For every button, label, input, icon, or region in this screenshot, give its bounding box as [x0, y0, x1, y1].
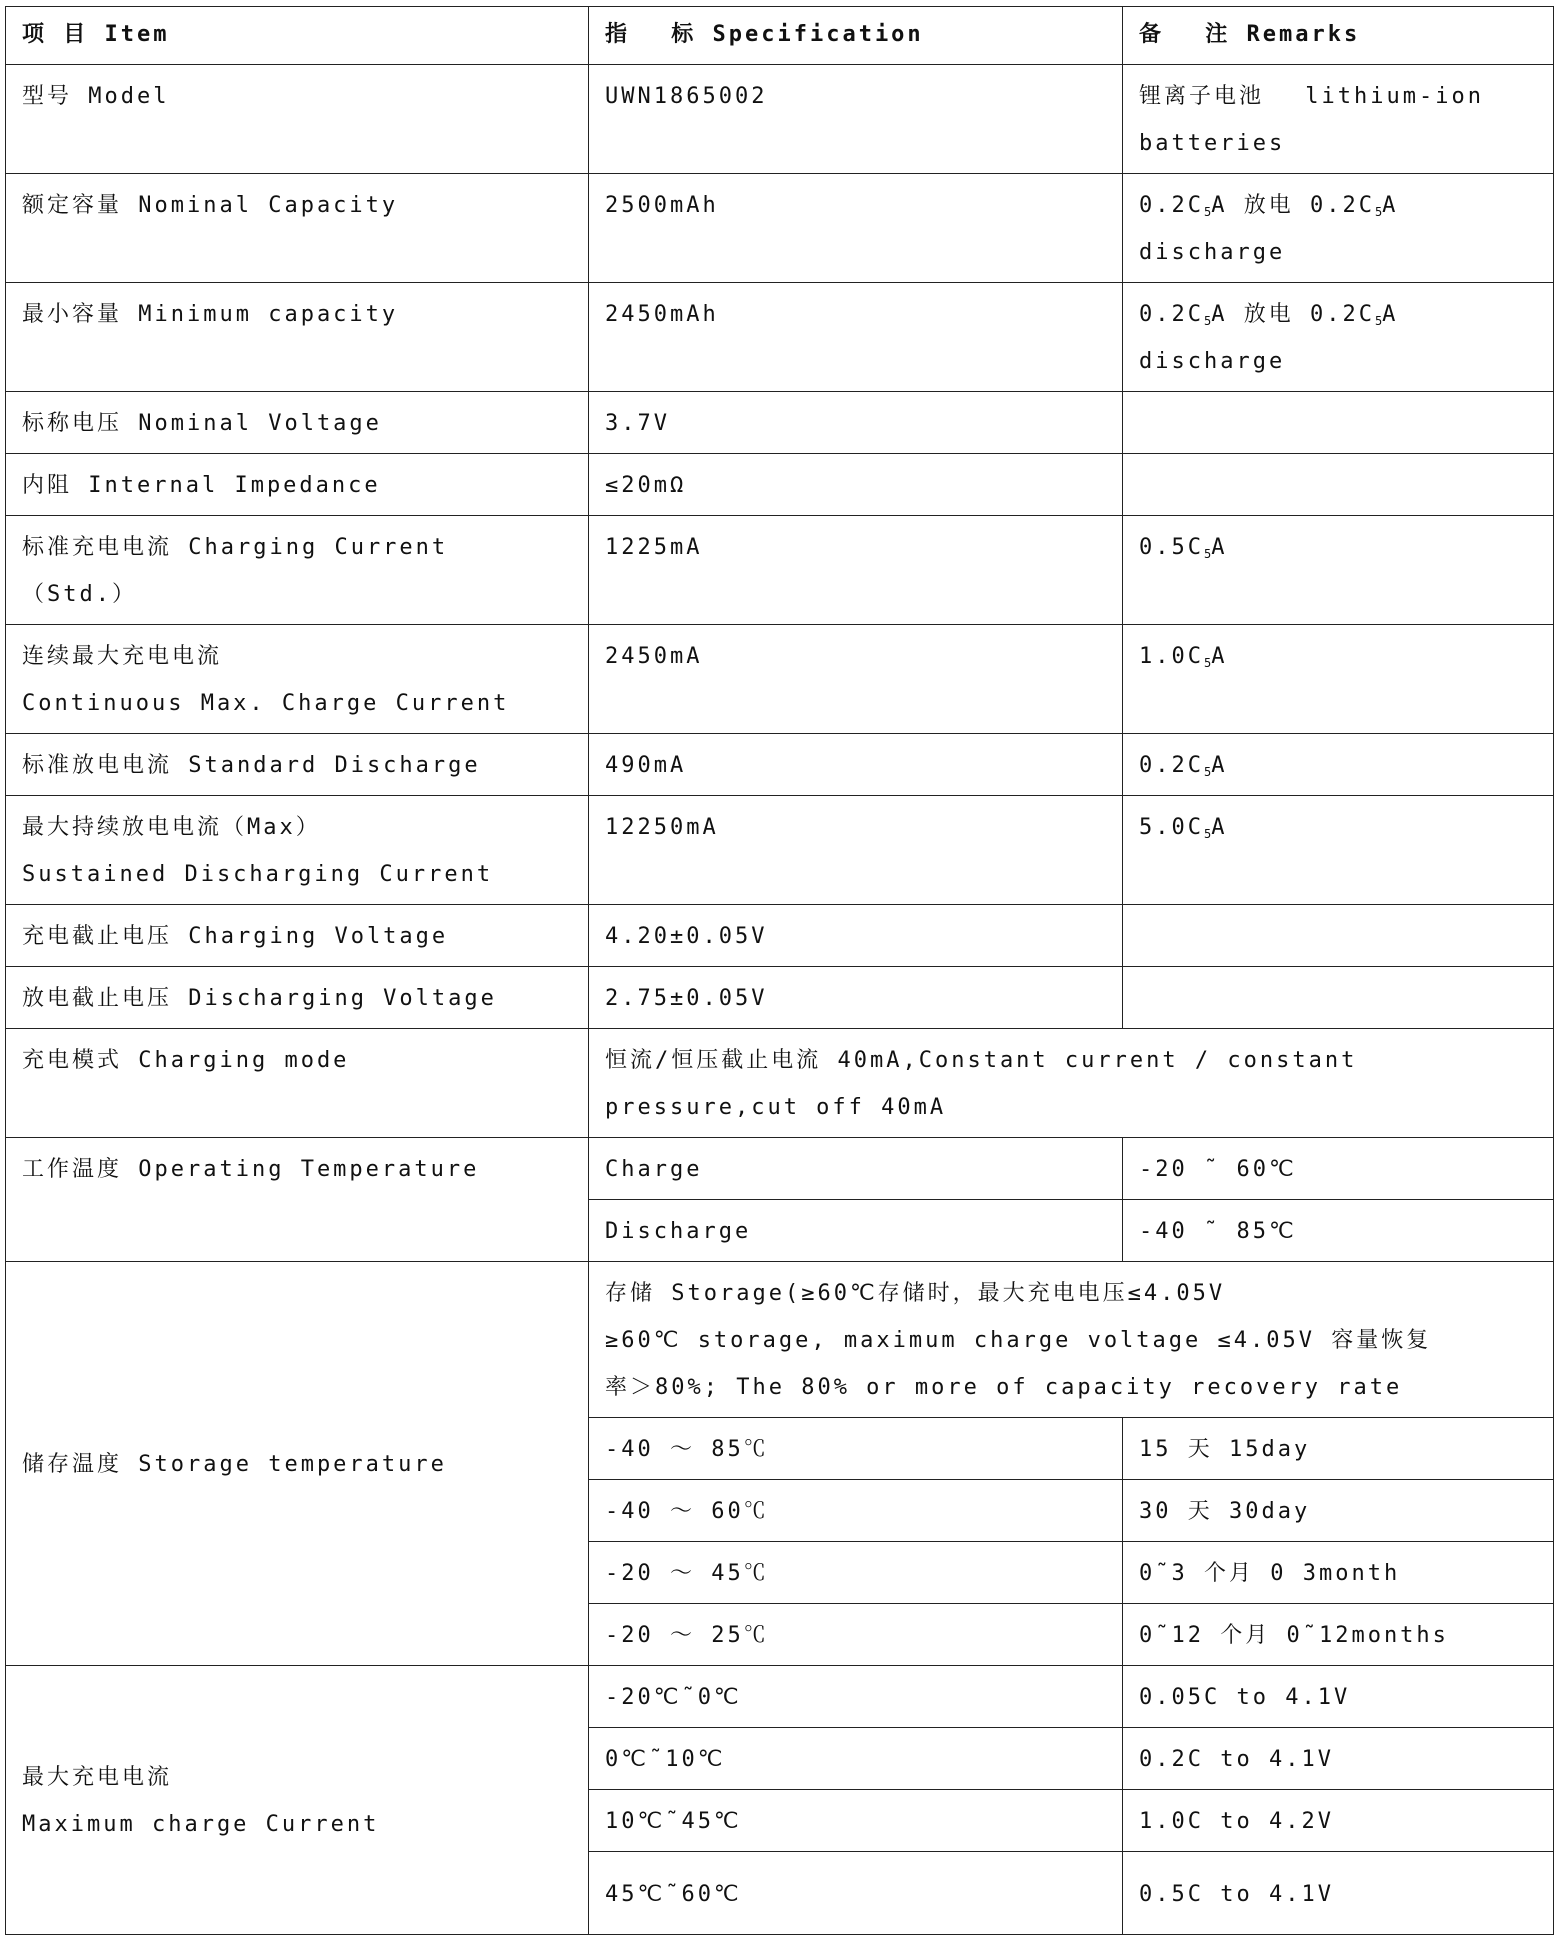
range-cell: -20 ～ 25℃	[589, 1604, 1123, 1666]
table-row	[6, 905, 1554, 967]
item-cell: 储存温度 Storage temperature	[6, 1262, 589, 1666]
remarks-part: A 放电 0.2C	[1211, 193, 1375, 218]
spec-cell: 4.20±0.05V	[589, 905, 1123, 967]
item-line: 连续最大充电电流	[22, 644, 223, 669]
remarks-cell	[1123, 516, 1554, 625]
item-cell: 型号 Model	[6, 65, 589, 174]
subscript: 5	[1203, 547, 1212, 561]
remarks-part: 0.5C	[1139, 535, 1204, 560]
value-cell: 0.05C to 4.1V	[1123, 1666, 1554, 1728]
storage-note-cell	[589, 1262, 1554, 1418]
item-line: 最大持续放电电流（Max）	[22, 815, 321, 840]
spec-cell: 3.7V	[589, 392, 1123, 454]
remarks-cell	[1123, 65, 1554, 174]
range-cell: -20 ˜ 60℃	[1123, 1138, 1554, 1200]
remarks-line: batteries	[1139, 131, 1286, 156]
subscript: 5	[1203, 827, 1212, 841]
remarks-cell	[1123, 174, 1554, 283]
remarks-cell	[1123, 967, 1554, 1029]
spec-cell: ≤20mΩ	[589, 454, 1123, 516]
table-row	[6, 454, 1554, 516]
item-line: （Std.）	[22, 582, 137, 607]
spec-cell	[589, 1029, 1554, 1138]
item-line: 最大充电电流	[22, 1765, 173, 1790]
remarks-cell	[1123, 734, 1554, 796]
remarks-part: 5.0C	[1139, 815, 1204, 840]
range-cell: 45℃˜60℃	[589, 1852, 1123, 1935]
duration-cell: 0˜12 个月 0˜12months	[1123, 1604, 1554, 1666]
spec-cell: 2.75±0.05V	[589, 967, 1123, 1029]
range-cell: 0℃˜10℃	[589, 1728, 1123, 1790]
range-cell: -20 ～ 45℃	[589, 1542, 1123, 1604]
range-cell: -40 ～ 85℃	[589, 1418, 1123, 1480]
item-line: 标准充电电流 Charging Current	[22, 535, 449, 560]
remarks-part: A	[1211, 753, 1228, 778]
duration-cell: 30 天 30day	[1123, 1480, 1554, 1542]
item-cell: 放电截止电压 Discharging Voltage	[6, 967, 589, 1029]
remarks-part: 0.2C	[1139, 753, 1204, 778]
subscript: 5	[1203, 765, 1212, 779]
header-item: 项 目 Item	[6, 7, 589, 65]
item-cell: 标称电压 Nominal Voltage	[6, 392, 589, 454]
table-row	[6, 392, 1554, 454]
item-line: Continuous Max. Charge Current	[22, 691, 510, 716]
item-line: Sustained Discharging Current	[22, 862, 494, 887]
table-row	[6, 625, 1554, 734]
table-row	[6, 174, 1554, 283]
remarks-part: 1.0C	[1139, 644, 1204, 669]
condition-cell: Charge	[589, 1138, 1123, 1200]
remarks-part: 0.2C	[1139, 193, 1204, 218]
duration-cell: 0˜3 个月 0 3month	[1123, 1542, 1554, 1604]
subscript: 5	[1203, 656, 1212, 670]
value-cell: 0.2C to 4.1V	[1123, 1728, 1554, 1790]
note-line: ≥60℃ storage, maximum charge voltage ≤4.05V 容量恢复	[605, 1328, 1432, 1353]
spec-cell: 1225mA	[589, 516, 1123, 625]
remarks-part: A	[1211, 815, 1228, 840]
remarks-cell	[1123, 454, 1554, 516]
spec-cell: UWN1865002	[589, 65, 1123, 174]
item-cell	[6, 1666, 589, 1935]
item-cell	[6, 796, 589, 905]
item-cell	[6, 516, 589, 625]
item-cell: 充电模式 Charging mode	[6, 1029, 589, 1138]
battery-spec-table	[5, 6, 1554, 1935]
table-row	[6, 1666, 1554, 1728]
remarks-part: 0.2C	[1139, 302, 1204, 327]
remarks-cell	[1123, 905, 1554, 967]
range-cell: -20℃˜0℃	[589, 1666, 1123, 1728]
item-cell: 额定容量 Nominal Capacity	[6, 174, 589, 283]
item-line: Maximum charge Current	[22, 1812, 380, 1837]
table-row	[6, 283, 1554, 392]
condition-cell: Discharge	[589, 1200, 1123, 1262]
table-header-row	[6, 7, 1554, 65]
item-cell: 内阻 Internal Impedance	[6, 454, 589, 516]
header-remarks: 备 注 Remarks	[1123, 7, 1554, 65]
remarks-cell	[1123, 283, 1554, 392]
table-row	[6, 796, 1554, 905]
subscript: 5	[1203, 314, 1212, 328]
remarks-cell	[1123, 796, 1554, 905]
remarks-part: A discharge	[1139, 302, 1399, 374]
value-cell: 0.5C to 4.1V	[1123, 1852, 1554, 1935]
remarks-part: A	[1211, 535, 1228, 560]
note-line: 存储 Storage(≥60℃存储时，最大充电电压≤4.05V	[605, 1281, 1226, 1306]
table-row	[6, 1262, 1554, 1418]
remarks-cell	[1123, 392, 1554, 454]
note-line: 率＞80%; The 80% or more of capacity recovery rate	[605, 1375, 1403, 1400]
item-cell	[6, 625, 589, 734]
duration-cell: 15 天 15day	[1123, 1418, 1554, 1480]
item-cell: 工作温度 Operating Temperature	[6, 1138, 589, 1262]
subscript: 5	[1374, 205, 1383, 219]
table-row	[6, 516, 1554, 625]
table-row	[6, 967, 1554, 1029]
header-spec: 指 标 Specification	[589, 7, 1123, 65]
range-cell: -40 ～ 60℃	[589, 1480, 1123, 1542]
item-cell: 标准放电电流 Standard Discharge	[6, 734, 589, 796]
remarks-part: A discharge	[1139, 193, 1399, 265]
remarks-cell	[1123, 625, 1554, 734]
spec-cell: 2450mAh	[589, 283, 1123, 392]
remarks-part: A 放电 0.2C	[1211, 302, 1375, 327]
range-cell: 10℃˜45℃	[589, 1790, 1123, 1852]
item-cell: 最小容量 Minimum capacity	[6, 283, 589, 392]
table-row	[6, 65, 1554, 174]
value-cell: 1.0C to 4.2V	[1123, 1790, 1554, 1852]
table-row	[6, 734, 1554, 796]
remarks-line: 锂离子电池 lithium-ion	[1139, 84, 1484, 109]
spec-cell: 2500mAh	[589, 174, 1123, 283]
subscript: 5	[1374, 314, 1383, 328]
range-cell: -40 ˜ 85℃	[1123, 1200, 1554, 1262]
table-row	[6, 1138, 1554, 1200]
spec-cell: 490mA	[589, 734, 1123, 796]
subscript: 5	[1203, 205, 1212, 219]
item-cell: 充电截止电压 Charging Voltage	[6, 905, 589, 967]
spec-line: pressure,cut off 40mA	[605, 1095, 947, 1120]
spec-cell: 12250mA	[589, 796, 1123, 905]
spec-line: 恒流/恒压截止电流 40mA,Constant current / constant	[605, 1048, 1358, 1073]
spec-cell: 2450mA	[589, 625, 1123, 734]
table-row	[6, 1029, 1554, 1138]
remarks-part: A	[1211, 644, 1228, 669]
